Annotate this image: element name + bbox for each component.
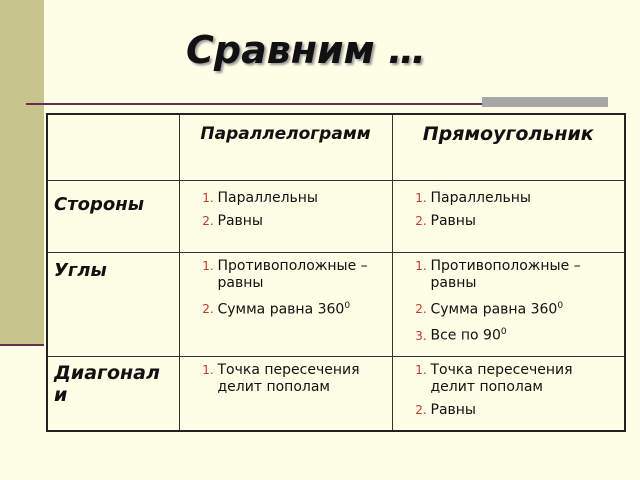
list-item: 2. Равны (431, 213, 619, 230)
row-header-sides (47, 180, 179, 252)
corner-cell (47, 114, 179, 180)
title-underline-block (482, 97, 608, 107)
slide-title: Сравним … (186, 28, 426, 72)
table-row (47, 356, 625, 431)
list-item: 2. Равны (431, 402, 619, 419)
degree-mark: 0 (557, 300, 564, 311)
side-decor-bar (0, 0, 44, 344)
list-item (431, 298, 619, 319)
list-item-text: Сумма равна 360 (430, 301, 558, 318)
degree-mark: 0 (500, 327, 507, 338)
list-item-text: Сумма равна 360 (217, 301, 345, 318)
cell-angles-parallelogram (179, 252, 392, 356)
comparison-table (46, 113, 626, 432)
list-sides-rectangle (399, 186, 619, 230)
list-item: 1. Противоположные – равны (218, 258, 386, 292)
list-angles-rectangle (399, 258, 619, 345)
cell-sides-rectangle (392, 180, 625, 252)
column-header-parallelogram (179, 114, 392, 180)
column-header-rectangle-text: Прямоугольник (422, 123, 594, 145)
list-item: 1. Противоположные – равны (431, 258, 619, 292)
list-item: 2. Равны (218, 213, 386, 230)
list-sides-parallelogram (186, 186, 386, 230)
list-item: 1. Точка пересечения делит пополам (218, 362, 386, 396)
row-header-diagonals-text: Диагонали (54, 361, 160, 406)
row-header-angles-text: Углы (54, 259, 107, 281)
side-decor-line (0, 344, 44, 346)
list-diagonals-parallelogram (186, 362, 386, 396)
list-diagonals-rectangle (399, 362, 619, 419)
table-row (47, 252, 625, 356)
list-item: 1. Параллельны (218, 190, 386, 207)
cell-diagonals-rectangle (392, 356, 625, 431)
cell-sides-parallelogram (179, 180, 392, 252)
table-row (47, 180, 625, 252)
list-item (218, 298, 386, 319)
row-header-diagonals (47, 356, 179, 431)
row-header-sides-text: Стороны (54, 193, 144, 215)
list-item-text: Все по 90 (430, 327, 501, 344)
column-header-parallelogram-text: Параллелограмм (200, 124, 371, 144)
header-row (47, 114, 625, 180)
column-header-rectangle (392, 114, 625, 180)
list-item: 1. Точка пересечения делит пополам (431, 362, 619, 396)
list-angles-parallelogram (186, 258, 386, 319)
degree-mark: 0 (344, 300, 351, 311)
list-item: 1. Параллельны (431, 190, 619, 207)
row-header-angles (47, 252, 179, 356)
cell-diagonals-parallelogram (179, 356, 392, 431)
list-item (431, 324, 619, 345)
cell-angles-rectangle (392, 252, 625, 356)
